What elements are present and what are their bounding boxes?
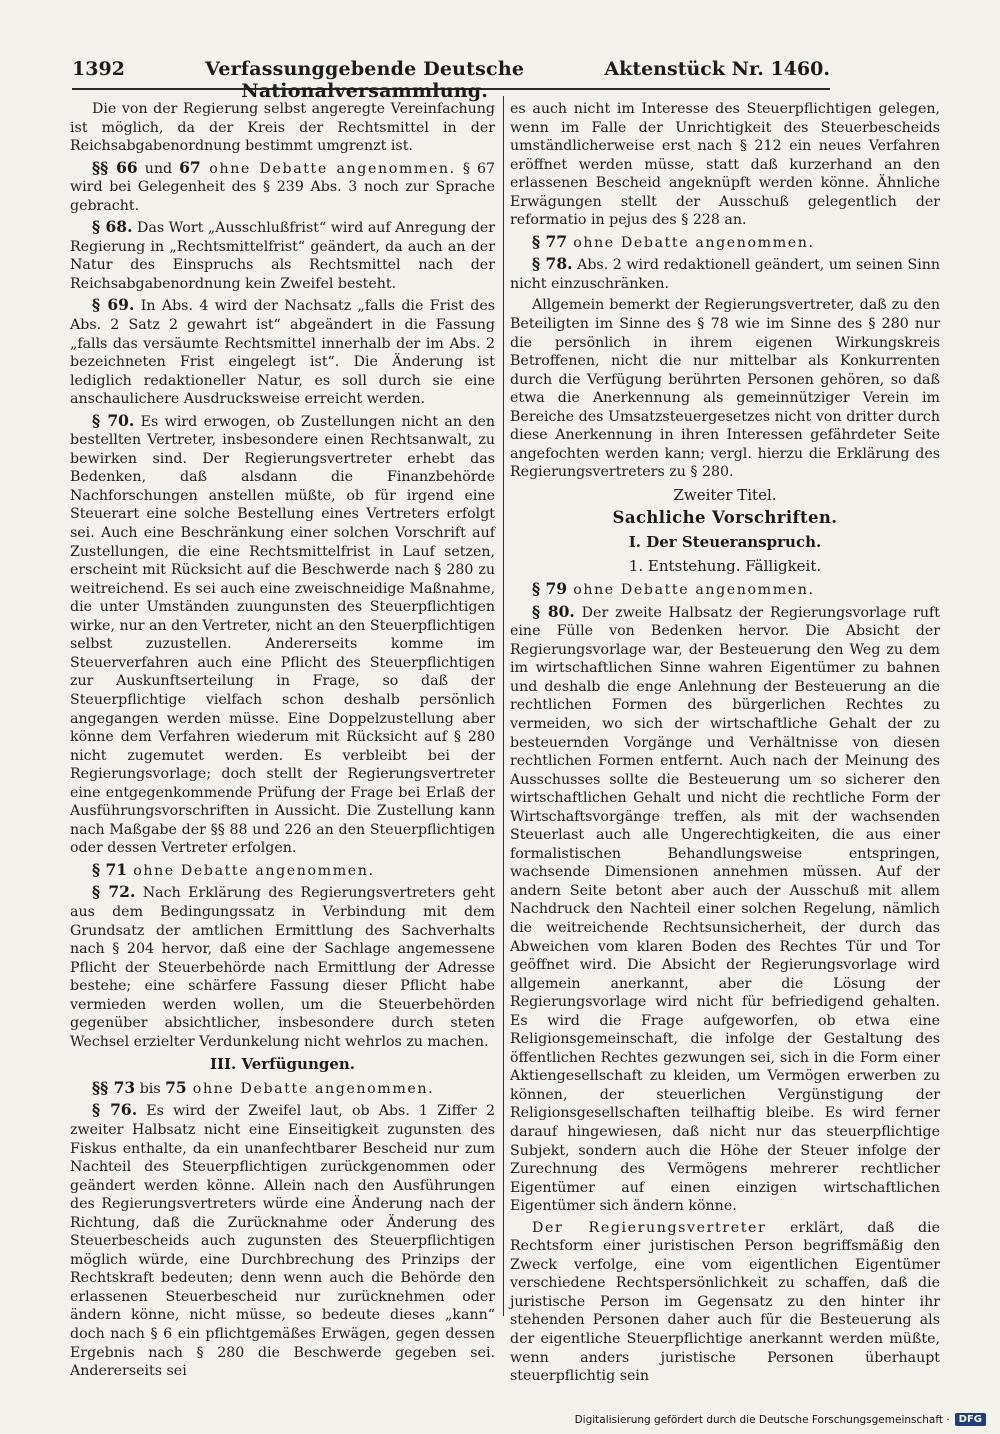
paragraph-text: Die von der Regierung selbst angeregte Vereinfachung ist möglich, da der Kreis der Rechtsmittel in der Reichsabgabenordnung bestimmt umgrenzt ist. [70,101,495,155]
part-heading-text: Sachliche Vorschriften. [612,508,838,528]
section-paragraph [70,1079,495,1099]
section-paragraph [70,1101,495,1380]
paragraph-text: § 67 wird bei Gelegenheit des § 239 Abs. 3 noch zur Sprache gebracht. [70,160,495,214]
paragraph [510,296,940,481]
paragraph-text: es auch nicht im Interesse des Steuerpflichtigen gelegen, wenn im Falle der Unrichtigkeit des Steuerbescheids umständlicherweise erst nach § 212 ein neues Verfahren eröffnet werden müsse, statt daß kurzerhand an den erlassenen Bescheid angeknüpft werden könne. Ähnliche Erwägungen stellt der Ausschuß gelegentlich der reformatio in pejus des § 228 an. [510,101,940,229]
page-number: 1392 [72,58,125,80]
section-paragraph [510,233,940,253]
digitization-footer [575,1413,986,1426]
paragraph-text: Das Wort „Ausschlußfrist“ wird auf Anregung der Regierung in „Rechtsmittelfrist“ geändert, da auch an der Natur des Einspruchs als Rechtsmittel nach der Reichsabgabenordnung kein Zweifel besteht. [70,220,495,292]
title-heading [510,557,940,577]
section-connector: bis [135,1080,166,1097]
section-number: §§ 66 [92,157,138,177]
section-number: § 70. [92,410,135,430]
document-number: Aktenstück Nr. 1460. [604,58,830,80]
paragraph-text: Allgemein bemerkt der Regierungsvertreter, daß zu den Beteiligten im Sinne des § 78 wie im Sinne des § 280 nur die persönlich in ihrem eigenen Wirkungskreis Betroffenen, nicht die nur mittelbar als Konkurrenten durch die Verfügung berührten Personen gehören, so daß etwa die Anerkennung als gemeinnütziger Verein im Bereiche des Umsatzsteuergesetzes nicht von dritter durch diese Anerkennung in ihren Interessen gefährdeter Seite angefochten werden kann; vergl. hierzu die Erklärung des Regierungsvertreters zu § 280. [510,297,940,481]
paragraph [510,100,940,230]
section-paragraph [70,159,495,216]
paragraph-text: In Abs. 4 wird der Nachsatz „falls die Frist des Abs. 2 Satz 2 gewahrt ist“ abgeändert in die Fassung „falls das versäumte Rechtsmittel innerhalb der im Abs. 2 bezeichneten Frist eingelegt ist“. Die Änderung ist lediglich redaktioneller Natur, es soll durch sie eine anschaulichere Ausdrucksweise erreicht werden. [70,298,496,408]
section-paragraph [70,296,495,408]
paragraph [510,1219,940,1386]
section-number: § 80. [532,601,575,621]
section-paragraph [70,218,495,293]
section-status: ohne Debatte angenommen. [186,1080,435,1097]
emphasized-text: Der Regierungsvertreter [532,1219,767,1236]
section-paragraph [70,412,495,858]
footer-text: Digitalisierung gefördert durch die Deutsche Forschungsgemeinschaft · [574,1413,950,1426]
dfg-logo: DFG [955,1413,986,1426]
section-paragraph [70,861,495,881]
title-heading [510,486,940,506]
section-number: 67 [179,157,201,177]
paragraph [70,100,495,156]
part-heading [510,509,940,529]
paragraph-text: Es wird erwogen, ob Zustellungen nicht an den bestellten Vertreter, insbesondere einen Rechtsanwalt, zu bewirken sind. Der Regierungsvertreter erhebt das Bedenken, daß alsdann die Finanzbehörde Nachforschungen anstellen müßte, ob für irgend eine Steuerart eine solche Bestellung eines Vertreters erfolgt sei. Auch eine Beschränkung einer solchen Vorschrift auf Zustellungen, die eine Rechtsmittelfrist in Lauf setzen, erscheint mit Rücksicht auf die Beschwerde nach § 280 zu weitreichend. Es sei auch eine zweischneidige Maßnahme, die unter Umständen zuungunsten des Steuerpflichtigen wirke, nur an den Vertreter, nicht an den Steuerpflichtigen selbst zuzustellen. Andererseits komme im Steuerverfahren auch eine Pflicht des Steuerpflichtigen zur Auskunftserteilung in Frage, so daß der Steuerpflichtige vielfach schon deshalb persönlich angegangen werden müsse. Eine Doppelzustellung aber könne dem Verfahren wiederum mit Rücksicht auf § 280 nicht zugemutet werden. Es verbleibt bei der Regierungsvorlage; doch stellt der Regierungsvertreter eine entgegenkommende Prüfung der Frage bei Erlaß der Ausführungsvorschriften in Aussicht. Die Zustellung kann nach Maßgabe der §§ 88 und 226 an den Steuerpflichtigen oder dessen Vertreter erfolgen. [70,413,496,857]
section-connector: und [137,160,180,177]
section-number: § 72. [92,882,136,902]
section-paragraph [510,255,940,293]
section-number: 75 [165,1077,187,1097]
right-column [510,100,940,1389]
paragraph-text: erklärt, daß die Rechtsform einer juristischen Person begriffsmäßig den Zweck verfolge, eine vom eigentlichen Eigentümer verschiedene Rechtspersönlichkeit zu schaffen, daß die juristische Person im Gegensatz zu den hinter ihr stehenden Personen daher auch für die Besteuerung als der eigentliche Steuerpflichtige anerkannt werden müßte, wenn anders juristische Personen überhaupt steuerpflichtig sein [510,1219,940,1385]
paragraph-text: Abs. 2 wird redaktionell geändert, um seinen Sinn nicht einzuschränken. [510,257,941,292]
heading-text: I. Der Steueranspruch. [628,533,822,552]
title-text: 1. Entstehung. Fälligkeit. [628,556,822,575]
section-number: § 78. [532,254,573,274]
title-text: Zweiter Titel. [673,485,777,504]
heading-text: III. Verfügungen. [209,1055,356,1074]
section-paragraph [510,603,940,1216]
section-heading [510,533,940,553]
section-number: § 68. [92,217,133,237]
column-divider [503,96,504,1316]
section-number: § 76. [92,1100,138,1120]
section-number: §§ 73 [92,1077,136,1097]
section-paragraph [70,883,495,1051]
running-title: Verfassunggebende Deutsche Nationalversammlung. [205,58,525,102]
section-heading [70,1055,495,1075]
section-number: § 71 [92,859,128,879]
paragraph-text: Der zweite Halbsatz der Regierungsvorlage ruft eine Fülle von Bedenken hervor. Die Absicht der Regierungsvorlage war, der Besteuerung den Weg zu dem im wirtschaftlichen Sinne wahren Eigentümer zu bahnen und deshalb die enge Anlehnung der Besteuerung an die rechtlichen Formen des bürgerlichen Rechtes zu vermeiden, wo sich der wirtschaftliche Gehalt der zu besteuernden Vorgänge und Verhältnisse von diesen rechtlichen Formen entfernt. Auch nach der Meinung des Ausschusses sollte die Besteuerung um so sicherer den wirtschaftlichen Gehalt und nicht die rechtliche Form der Wirtschaftsvorgänge treffen, als mit der wachsenden Steuerlast auch alle Ungerechtigkeiten, die aus einer formalistischen Behandlungsweise entspringen, wachsende Dimensionen annehmen müssen. Auf der andern Seite betont aber auch der Ausschuß mit allem Nachdruck den Nachteil einer solchen Regelung, nämlich die weitreichende Rechtsunsicherheit, der durch das Abweichen vom klaren Boden des Rechtes Tür und Tor geöffnet wird. Die Absicht der Regierungsvorlage wird allgemein anerkannt, aber die Lösung der Regierungsvorlage wird nicht für befriedigend gehalten. Es wird die Frage aufgeworfen, ob etwa eine Religionsgemeinschaft, die infolge der Gestaltung des öffentlichen Rechtes gezwungen sei, sich in die Form einer Aktiengesellschaft zu kleiden, um Vermögen erwerben zu können, der steuerlichen Vergünstigung der Religionsgesellschaften teilhaftig bleibe. Es wird ferner darauf hingewiesen, daß nicht nur das steuerpflichtige Subjekt, sondern auch die Höhe der Steuer infolge der Zurechnung des Vermögens mehrerer rechtlicher Eigentümer auf einen einzigen wirtschaftlichen Eigentümer sich ändern könne. [510,604,941,1215]
paragraph-text: Nach Erklärung des Regierungsvertreters geht aus dem Bedingungssatz in Verbindung mit dem Grundsatz der amtlichen Ermittlung des Sachverhalts nach § 204 hervor, daß eine der Sachlage angemessene Pflicht der Steuerbehörde nach Ermittlung der Adresse bestehe; eine schärfere Fassung dieser Pflicht habe vermieden werden wollen, um die Steuerbehörden gegenüber absichtlicher, insbesondere durch steten Wechsel erzielter Verdunkelung nicht wehrlos zu machen. [70,885,495,1050]
section-paragraph [510,580,940,600]
section-status: ohne Debatte angenommen. [200,160,456,177]
section-number: § 77 [532,231,568,251]
paragraph-text: Es wird der Zweifel laut, ob Abs. 1 Ziffer 2 zweiter Halbsatz nicht eine Einseitigkeit zugunsten des Fiskus enthalte, da ein unanfechtbarer Bescheid nur zum Nachteil des Steuerpflichtigen zurückgenommen oder geändert werden könne. Allein nach den Ausführungen des Regierungsvertreters würde eine Änderung nach der Richtung, daß die Zurücknahme oder Änderung des Steuerbescheids auch zugunsten des Steuerpflichtigen möglich würde, eine Durchbrechung des Prinzips der Rechtskraft bedeuten; denn wenn auch die Behörde den erlassenen Steuerbescheid nur zurücknehmen oder ändern könne, nicht müsse, so bedeute dieses „kann“ doch nach § 6 ein pflichtgemäßes Erwägen, gegen dessen Ergebnis nach § 280 die Beschwerde gegeben sei. Andererseits sei [70,1103,496,1380]
section-status: ohne Debatte angenommen. [127,862,375,879]
section-status: ohne Debatte angenommen. [567,582,815,599]
section-number: § 69. [92,295,135,315]
section-status: ohne Debatte angenommen. [567,234,815,251]
page-header [72,58,830,102]
section-number: § 79 [532,579,568,599]
left-column [70,100,495,1384]
